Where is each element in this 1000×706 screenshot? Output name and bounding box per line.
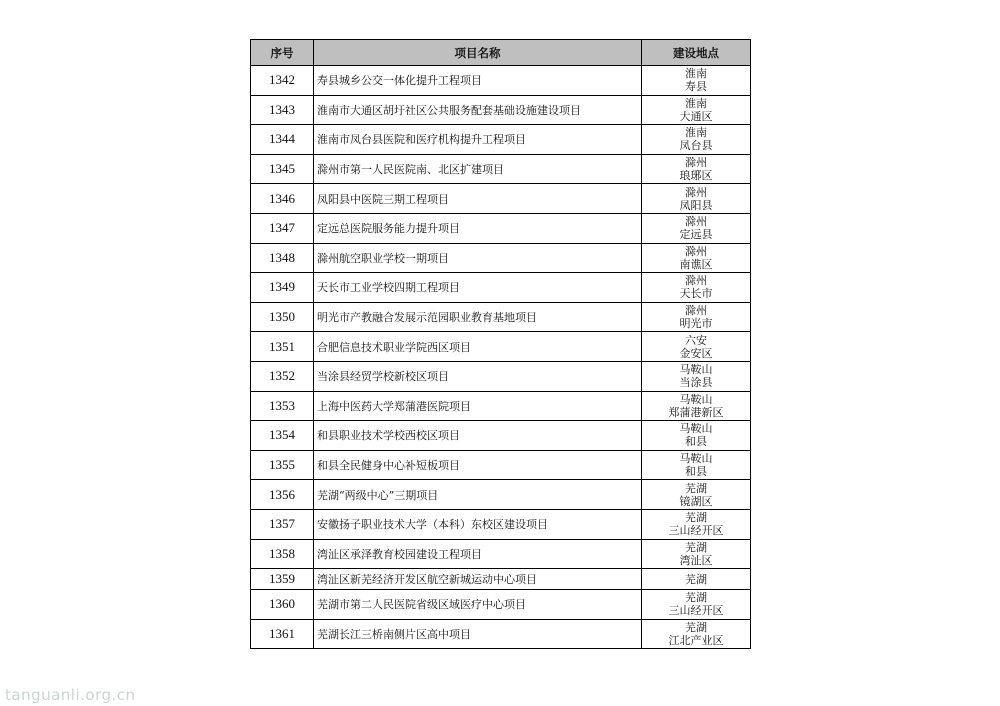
location-district: 明光市	[679, 317, 713, 331]
row-location	[642, 619, 751, 649]
row-location	[642, 569, 751, 590]
row-project-name: 和县职业技术学校西校区项目	[314, 421, 642, 451]
header-location: 建设地点	[642, 40, 751, 66]
location-city: 芜湖	[685, 511, 707, 525]
location-district: 镜湖区	[679, 494, 713, 508]
project-table	[250, 39, 751, 649]
header-number: 序号	[251, 40, 314, 66]
location-district: 当涂县	[679, 376, 713, 390]
row-location	[642, 361, 751, 391]
table-row	[251, 569, 751, 590]
row-location	[642, 95, 751, 125]
table-row	[251, 243, 751, 273]
location-city: 淮南	[685, 96, 707, 110]
header-row	[251, 40, 751, 66]
location-district: 江北产业区	[668, 633, 724, 647]
row-project-name: 湾沚区新芜经济开发区航空新城运动中心项目	[314, 569, 642, 590]
row-location	[642, 480, 751, 510]
row-location	[642, 539, 751, 569]
location-city: 淮南	[685, 126, 707, 140]
row-project-name: 上海中医药大学郑蒲港医院项目	[314, 391, 642, 421]
table-row	[251, 184, 751, 214]
table-row	[251, 302, 751, 332]
row-number: 1351	[251, 332, 314, 362]
header-project-name: 项目名称	[314, 40, 642, 66]
table-row	[251, 509, 751, 539]
row-location	[642, 66, 751, 96]
row-number: 1349	[251, 273, 314, 303]
table-row	[251, 361, 751, 391]
location-district: 凤台县	[679, 139, 713, 153]
location-district: 和县	[685, 465, 707, 479]
row-project-name: 湾沚区承泽教育校园建设工程项目	[314, 539, 642, 569]
row-location	[642, 125, 751, 155]
location-city: 滁州	[685, 304, 707, 318]
table-row	[251, 480, 751, 510]
location-city: 芜湖	[685, 481, 707, 495]
table-row	[251, 421, 751, 451]
location-city: 马鞍山	[679, 452, 713, 466]
site-watermark: tanguanli.org.cn	[5, 686, 136, 704]
row-location	[642, 509, 751, 539]
row-location	[642, 590, 751, 620]
location-district: 天长市	[679, 287, 713, 301]
row-project-name: 芜湖“两级中心”三期项目	[314, 480, 642, 510]
row-location	[642, 243, 751, 273]
row-number: 1355	[251, 450, 314, 480]
row-project-name: 天长市工业学校四期工程项目	[314, 273, 642, 303]
row-number: 1358	[251, 539, 314, 569]
location-city: 马鞍山	[679, 422, 713, 436]
location-city: 淮南	[685, 67, 707, 81]
table-row	[251, 66, 751, 96]
row-location	[642, 332, 751, 362]
row-number: 1360	[251, 590, 314, 620]
table-body	[251, 66, 751, 649]
row-project-name: 淮南市大通区胡圩社区公共服务配套基础设施建设项目	[314, 95, 642, 125]
row-location	[642, 450, 751, 480]
location-district: 大通区	[679, 109, 713, 123]
row-location	[642, 154, 751, 184]
row-location	[642, 213, 751, 243]
row-number: 1342	[251, 66, 314, 96]
row-number: 1357	[251, 509, 314, 539]
row-number: 1352	[251, 361, 314, 391]
location-city: 滁州	[685, 215, 707, 229]
row-number: 1356	[251, 480, 314, 510]
location-city: 六安	[685, 333, 707, 347]
row-project-name: 寿县城乡公交一体化提升工程项目	[314, 66, 642, 96]
location-city: 芜湖	[685, 591, 707, 605]
row-number: 1343	[251, 95, 314, 125]
location-district: 和县	[685, 435, 707, 449]
table-row	[251, 273, 751, 303]
row-project-name: 凤阳县中医院三期工程项目	[314, 184, 642, 214]
table-row	[251, 539, 751, 569]
table-row	[251, 590, 751, 620]
location-city: 滁州	[685, 274, 707, 288]
table-row	[251, 391, 751, 421]
row-number: 1344	[251, 125, 314, 155]
row-location	[642, 184, 751, 214]
table-row	[251, 125, 751, 155]
location-district: 定远县	[679, 228, 713, 242]
row-project-name: 和县全民健身中心补短板项目	[314, 450, 642, 480]
row-project-name: 安徽扬子职业技术大学（本科）东校区建设项目	[314, 509, 642, 539]
row-number: 1347	[251, 213, 314, 243]
location-district: 金安区	[679, 346, 713, 360]
row-number: 1345	[251, 154, 314, 184]
row-project-name: 合肥信息技术职业学院西区项目	[314, 332, 642, 362]
table-header	[251, 40, 751, 66]
location-city: 马鞍山	[679, 392, 713, 406]
location-district: 三山经开区	[668, 604, 724, 618]
row-location	[642, 421, 751, 451]
location-city: 芜湖	[685, 540, 707, 554]
location-city: 滁州	[685, 156, 707, 170]
row-number: 1348	[251, 243, 314, 273]
row-project-name: 明光市产教融合发展示范园职业教育基地项目	[314, 302, 642, 332]
row-project-name: 当涂县经贸学校新校区项目	[314, 361, 642, 391]
row-project-name: 淮南市凤台县医院和医疗机构提升工程项目	[314, 125, 642, 155]
row-project-name: 芜湖市第二人民医院省级区域医疗中心项目	[314, 590, 642, 620]
location-district: 郑蒲港新区	[668, 405, 724, 419]
row-project-name: 定远总医院服务能力提升项目	[314, 213, 642, 243]
location-city: 滁州	[685, 185, 707, 199]
location-district: 湾沚区	[679, 553, 713, 567]
row-location	[642, 391, 751, 421]
table-row	[251, 95, 751, 125]
location-district: 凤阳县	[679, 198, 713, 212]
location-city: 芜湖	[685, 620, 707, 634]
location-district: 三山经开区	[668, 524, 724, 538]
row-number: 1353	[251, 391, 314, 421]
table-row	[251, 619, 751, 649]
row-project-name: 芜湖长江三桥南侧片区高中项目	[314, 619, 642, 649]
table-row	[251, 154, 751, 184]
location-district: 寿县	[685, 80, 707, 94]
row-number: 1350	[251, 302, 314, 332]
location-district: 琅琊区	[679, 169, 713, 183]
row-number: 1354	[251, 421, 314, 451]
location-district: 南谯区	[679, 257, 713, 271]
location-city: 滁州	[685, 244, 707, 258]
row-number: 1361	[251, 619, 314, 649]
row-number: 1359	[251, 569, 314, 590]
row-location	[642, 302, 751, 332]
row-project-name: 滁州航空职业学校一期项目	[314, 243, 642, 273]
table-row	[251, 213, 751, 243]
table-row	[251, 450, 751, 480]
row-number: 1346	[251, 184, 314, 214]
location-city: 芜湖	[685, 572, 707, 586]
row-location	[642, 273, 751, 303]
row-project-name: 滁州市第一人民医院南、北区扩建项目	[314, 154, 642, 184]
table-row	[251, 332, 751, 362]
location-city: 马鞍山	[679, 363, 713, 377]
